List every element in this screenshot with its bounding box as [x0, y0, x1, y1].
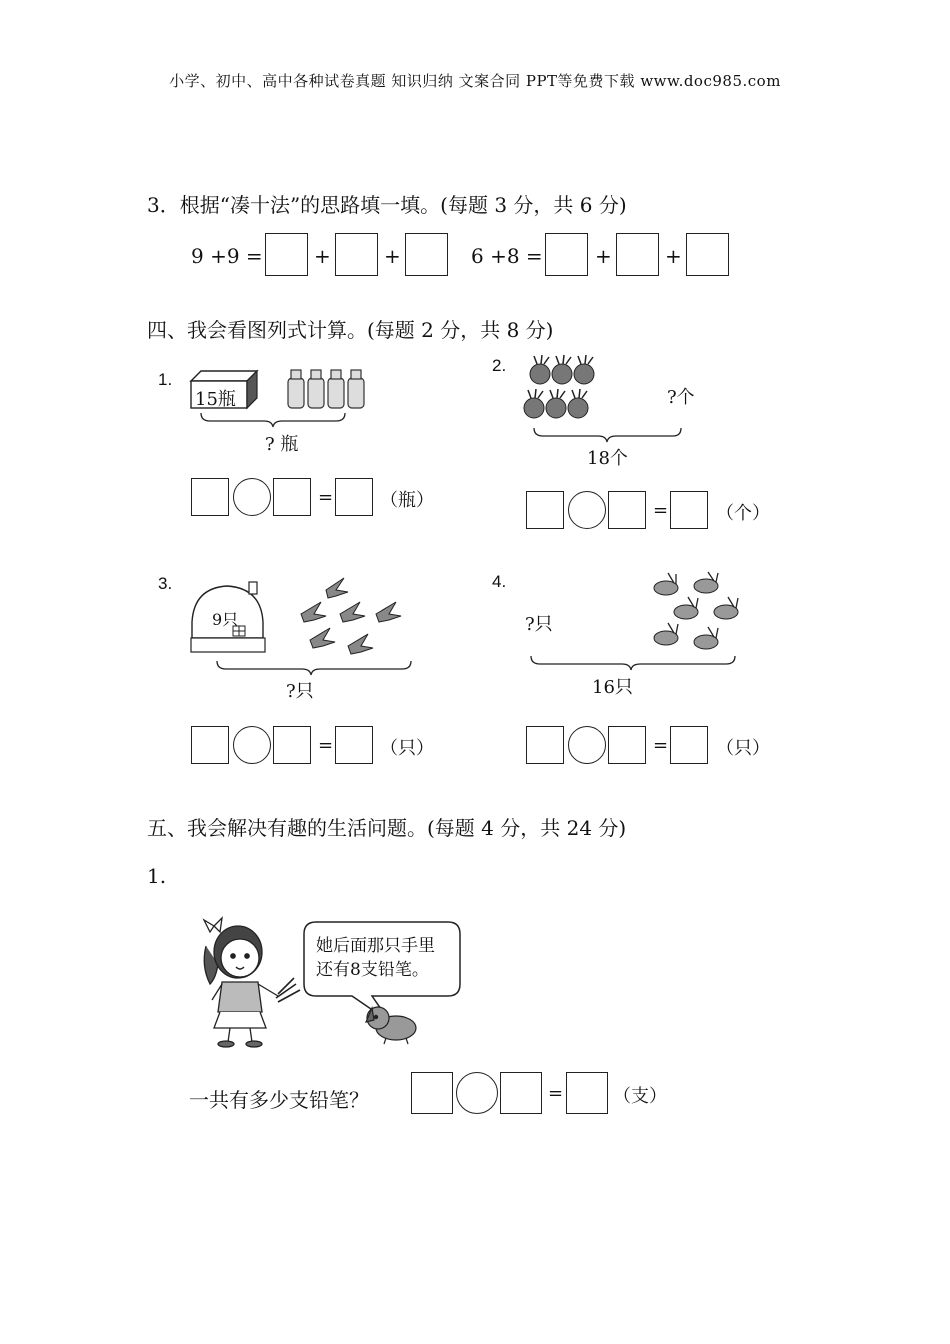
total-label: 16只 [592, 677, 633, 698]
q3-eq1-left: 9 +9 = [191, 244, 263, 268]
answer-box[interactable] [608, 726, 646, 764]
plus-sign: + [665, 244, 682, 268]
section4-title: 四、我会看图列式计算。(每题 2 分，共 8 分) [147, 318, 554, 342]
unit-label: （支） [613, 1086, 667, 1107]
total-label: 18个 [587, 448, 628, 469]
operator-circle[interactable] [233, 478, 271, 516]
problem-number: 2. [492, 356, 507, 375]
question-label: ? 瓶 [265, 434, 299, 455]
problem-number: 4. [492, 572, 507, 591]
answer-box[interactable] [411, 1072, 453, 1114]
box-label: 15瓶 [195, 389, 236, 410]
answer-box[interactable] [670, 726, 708, 764]
q3-title: 3．根据“凑十法”的思路填一填。(每题 3 分，共 6 分) [147, 193, 627, 217]
answer-box[interactable] [670, 491, 708, 529]
girl-illustration [196, 916, 311, 1050]
answer-box[interactable] [335, 726, 373, 764]
problem-number: 3. [158, 574, 173, 593]
q3-eq2-left: 6 +8 = [471, 244, 543, 268]
question-label: ?个 [667, 387, 695, 408]
site-header: 小学、初中、高中各种试卷真题 知识归纳 文案合同 PPT等免费下载 www.doc985.com [169, 72, 781, 90]
equals-sign: = [653, 500, 669, 521]
answer-box[interactable] [608, 491, 646, 529]
unit-label: （只） [380, 738, 434, 759]
answer-box[interactable] [273, 478, 311, 516]
answer-box[interactable] [500, 1072, 542, 1114]
equals-sign: = [318, 487, 334, 508]
equals-sign: = [318, 735, 334, 756]
plus-sign: + [595, 244, 612, 268]
equals-sign: = [653, 735, 669, 756]
problem-number: 1. [158, 370, 173, 389]
answer-box[interactable] [566, 1072, 608, 1114]
bottles-illustration [285, 368, 375, 410]
operator-circle[interactable] [456, 1072, 498, 1114]
answer-box[interactable] [265, 233, 308, 276]
bubble-text-line1: 她后面那只手里 [316, 936, 435, 956]
brace [533, 427, 685, 443]
radishes-illustration [522, 352, 612, 422]
dog-illustration [362, 1000, 422, 1046]
unit-label: （个） [716, 503, 770, 524]
operator-circle[interactable] [568, 726, 606, 764]
question-label: ?只 [286, 681, 314, 702]
rabbits-illustration [648, 572, 753, 664]
question-label: ?只 [525, 614, 553, 635]
answer-box[interactable] [191, 726, 229, 764]
answer-box[interactable] [191, 478, 229, 516]
answer-box[interactable] [273, 726, 311, 764]
plus-sign: + [314, 244, 331, 268]
brace [530, 655, 742, 671]
answer-box[interactable] [686, 233, 729, 276]
answer-box[interactable] [405, 233, 448, 276]
problem-number: 1. [147, 864, 167, 888]
answer-box[interactable] [545, 233, 588, 276]
answer-box[interactable] [526, 491, 564, 529]
swallows-illustration [296, 572, 414, 664]
operator-circle[interactable] [568, 491, 606, 529]
answer-box[interactable] [335, 478, 373, 516]
operator-circle[interactable] [233, 726, 271, 764]
answer-box[interactable] [526, 726, 564, 764]
brace [216, 660, 416, 676]
unit-label: （只） [716, 738, 770, 759]
answer-box[interactable] [335, 233, 378, 276]
bubble-text-line2: 还有8支铅笔。 [316, 960, 429, 980]
unit-label: （瓶） [380, 490, 434, 511]
question-text: 一共有多少支铅笔？ [189, 1088, 369, 1112]
house-label: 9只 [212, 610, 239, 629]
plus-sign: + [384, 244, 401, 268]
section5-title: 五、我会解决有趣的生活问题。(每题 4 分，共 24 分) [147, 816, 627, 840]
brace [200, 412, 350, 428]
answer-box[interactable] [616, 233, 659, 276]
equals-sign: = [548, 1083, 564, 1104]
